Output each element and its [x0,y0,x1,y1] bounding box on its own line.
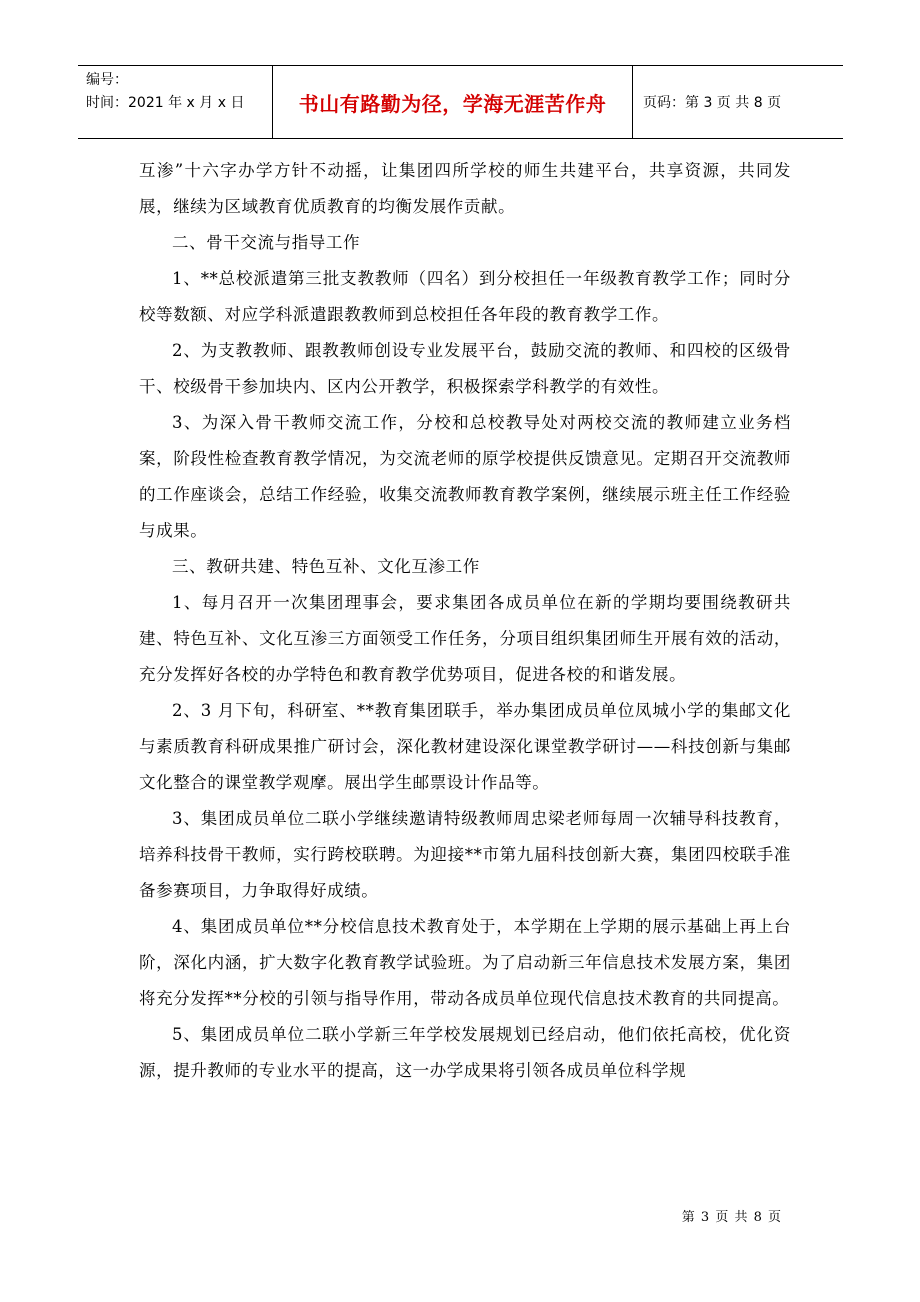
paragraph: 3、为深入骨干教师交流工作，分校和总校教导处对两校交流的教师建立业务档案，阶段性检查教育教学情况，为交流老师的原学校提供反馈意见。定期召开交流教师的工作座谈会，总结工作经验，收集交流教师教育教学案例，继续展示班主任工作经验与成果。 [139,413,791,540]
header-page-cell [633,66,843,138]
paragraph: 1、**总校派遣第三批支教教师（四名）到分校担任一年级教育教学工作；同时分校等数额、对应学科派遣跟教教师到总校担任各年段的教育教学工作。 [139,269,791,324]
header-motto: 书山有路勤为径，学海无涯苦作舟 [273,66,633,138]
document-body [139,153,791,1089]
section-heading: 二、骨干交流与指导工作 [172,233,361,252]
paragraph: 2、3 月下旬，科研室、**教育集团联手，举办集团成员单位凤城小学的集邮文化与素质教育科研成果推广研讨会，深化教材建设深化课堂教学研讨——科技创新与集邮文化整合的课堂教学观摩。展出学生邮票设计作品等。 [139,701,791,792]
paragraph: 5、集团成员单位二联小学新三年学校发展规划已经启动，他们依托高校，优化资源，提升教师的专业水平的提高，这一办学成果将引领各成员单位科学规 [139,1025,791,1080]
paragraph: 互渗”十六字办学方针不动摇，让集团四所学校的师生共建平台，共享资源，共同发展，继续为区域教育优质教育的均衡发展作贡献。 [139,161,791,216]
header-page-info: 页码：第 3 页 共 8 页 [643,95,782,111]
header-meta-cell [78,66,273,138]
paragraph: 4、集团成员单位**分校信息技术教育处于，本学期在上学期的展示基础上再上台阶，深化内涵，扩大数字化教育教学试验班。为了启动新三年信息技术发展方案，集团将充分发挥**分校的引领与指导作用，带动各成员单位现代信息技术教育的共同提高。 [139,917,791,1008]
doc-number-label: 编号： [86,72,128,88]
section-heading: 三、教研共建、特色互补、文化互渗工作 [172,557,480,576]
page-footer: 第 3 页 共 8 页 [681,1210,782,1225]
paragraph: 1、每月召开一次集团理事会，要求集团各成员单位在新的学期均要围绕教研共建、特色互补、文化互渗三方面领受工作任务，分项目组织集团师生开展有效的活动，充分发挥好各校的办学特色和教育教学优势项目，促进各校的和谐发展。 [139,593,791,684]
paragraph: 2、为支教教师、跟教教师创设专业发展平台，鼓励交流的教师、和四校的区级骨干、校级骨干参加块内、区内公开教学，积极探索学科教学的有效性。 [139,341,791,396]
page-header [78,65,843,139]
paragraph: 3、集团成员单位二联小学继续邀请特级教师周忠梁老师每周一次辅导科技教育，培养科技骨干教师，实行跨校联聘。为迎接**市第九届科技创新大赛，集团四校联手准备参赛项目，力争取得好成绩。 [139,809,791,900]
date-label: 时间：2021 年 x 月 x 日 [86,95,245,111]
